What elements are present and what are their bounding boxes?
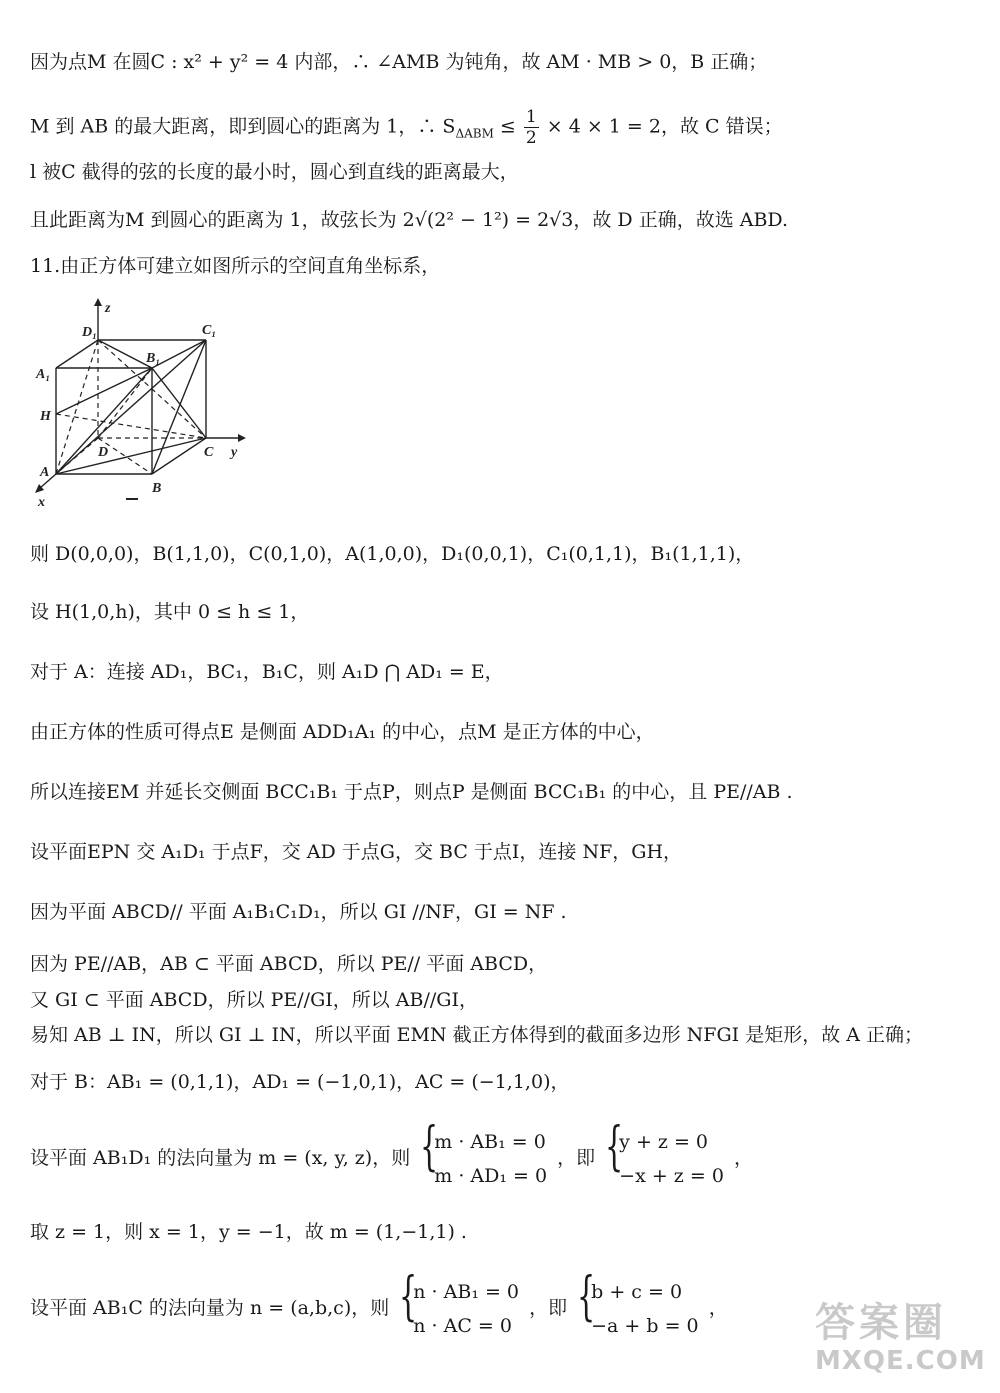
label-A1: A₁: [36, 367, 51, 382]
line17-prefix: 设平面 AB₁D₁ 的法向量为 m = (x, y, z)，则: [30, 1147, 411, 1169]
text-line-6: 则 D(0,0,0)，B(1,1,0)，C(0,1,0)，A(1,0,0)，D₁(0,0,1)，C₁(0,1,1)，B₁(1,1,1)，: [30, 543, 755, 565]
line17-mid: ，即: [557, 1147, 596, 1169]
edge-A1D1: [56, 340, 98, 368]
text-line-11: 设平面EPN 交 A₁D₁ 于点F，交 AD 于点G，交 BC 于点I，连接 NF，GH，: [30, 841, 683, 863]
text-line-15: 易知 AB ⊥ IN，所以 GI ⊥ IN，所以平面 EMN 截正方体得到的截面多边形 NFGI 是矩形，故 A 正确；: [30, 1024, 924, 1046]
line19-suffix: ，: [708, 1297, 728, 1319]
label-C: C: [204, 445, 214, 460]
label-D1: D₁: [82, 325, 97, 340]
watermark-en: MXQE.COM: [815, 1346, 986, 1376]
watermark-cn: 答案圈: [815, 1300, 947, 1346]
line17-suffix: ，: [733, 1147, 753, 1169]
label-y: y: [231, 445, 238, 460]
text-line-1: 因为点M 在圆C : x² + y² = 4 内部，∴ ∠AMB 为钝角，故 AM · MB > 0，B 正确；: [30, 51, 768, 73]
edge-BC: [152, 438, 206, 474]
diag-B1C: [152, 368, 206, 438]
line2-suffix: × 4 × 1 = 2，故 C 错误；: [540, 115, 783, 138]
system-m-row-1: m · AB₁ = 0: [434, 1131, 546, 1153]
text-line-9: 由正方体的性质可得点E 是侧面 ADD₁A₁ 的中心，点M 是正方体的中心，: [30, 721, 655, 743]
fraction-numerator: 1: [525, 107, 537, 127]
line2-leq: ≤: [493, 115, 522, 138]
label-z: z: [105, 301, 111, 316]
label-x: x: [38, 495, 45, 510]
text-line-17: [30, 1117, 753, 1193]
text-line-10: 所以连接EM 并延长交侧面 BCC₁B₁ 于点P，则点P 是侧面 BCC₁B₁ 的中心，且 PE//AB .: [30, 781, 793, 803]
text-line-13: 因为 PE//AB，AB ⊂ 平面 ABCD，所以 PE// 平面 ABCD，: [30, 953, 548, 975]
system-m-eq: [605, 1117, 724, 1193]
label-B1: B₁: [146, 351, 161, 366]
fraction-denominator: 2: [525, 128, 537, 148]
diag-AC: [56, 438, 206, 474]
brace-icon: {: [420, 1117, 439, 1177]
cube-coordinate-figure: [28, 296, 258, 510]
figure-caption-dash: [126, 498, 138, 500]
text-line-16: 对于 B：AB₁ = (0,1,1)，AD₁ = (−1,0,1)，AC = (−1,1,0)，: [30, 1071, 570, 1093]
system-m-eq-row-2: −x + z = 0: [619, 1165, 724, 1187]
line19-prefix: 设平面 AB₁C 的法向量为 n = (a,b,c)，则: [30, 1297, 390, 1319]
hidden-diag-DB1: [98, 368, 152, 438]
text-line-3: l 被C 截得的弦的长度的最小时，圆心到直线的距离最大，: [30, 161, 519, 183]
line19-mid: ，即: [529, 1297, 568, 1319]
line-HB1: [56, 368, 152, 414]
label-D: D: [98, 445, 109, 460]
text-line-4: 且此距离为M 到圆心的距离为 1，故弦长为 2√(2² − 1²) = 2√3，故 D 正确，故选 ABD.: [30, 209, 789, 231]
label-C1: C₁: [202, 323, 217, 338]
system-m-row-2: m · AD₁ = 0: [434, 1165, 548, 1187]
label-H: H: [40, 409, 51, 424]
hidden-diag-AD1: [56, 340, 98, 474]
text-line-14: 又 GI ⊂ 平面 ABCD，所以 PE//GI，所以 AB//GI，: [30, 989, 478, 1011]
line2-subscript: ΔABM: [455, 126, 494, 141]
label-B: B: [152, 481, 162, 496]
text-line-19: [30, 1267, 728, 1343]
label-A: A: [40, 465, 50, 480]
fraction-one-half: [524, 107, 539, 148]
z-axis-arrow: [94, 298, 102, 306]
text-line-12: 因为平面 ABCD// 平面 A₁B₁C₁D₁，所以 GI //NF，GI = NF .: [30, 901, 567, 923]
text-line-5: 11.由正方体可建立如图所示的空间直角坐标系，: [30, 255, 441, 277]
diag-D1B1: [98, 340, 152, 368]
text-line-8: 对于 A：连接 AD₁，BC₁，B₁C，则 A₁D ⋂ AD₁ = E，: [30, 661, 504, 683]
text-line-18: 取 z = 1，则 x = 1，y = −1，故 m = (1,−1,1) .: [30, 1221, 467, 1243]
brace-icon: {: [605, 1117, 624, 1177]
system-n-dot: [399, 1267, 520, 1343]
system-n-eq: [577, 1267, 699, 1343]
system-m-dot: [420, 1117, 548, 1193]
system-n-eq-row-1: b + c = 0: [591, 1281, 683, 1303]
system-n-row-1: n · AB₁ = 0: [413, 1281, 520, 1303]
brace-icon: {: [577, 1267, 596, 1327]
system-n-eq-row-2: −a + b = 0: [591, 1315, 699, 1337]
text-line-2: [30, 107, 783, 148]
diag-AC1: [56, 340, 206, 474]
watermark-logo: [815, 1300, 990, 1390]
brace-icon: {: [399, 1267, 418, 1327]
system-m-eq-row-1: y + z = 0: [619, 1131, 709, 1153]
hidden-line-HC: [56, 414, 206, 438]
y-axis-arrow: [238, 434, 246, 442]
system-n-row-2: n · AC = 0: [413, 1315, 512, 1337]
line2-prefix: M 到 AB 的最大距离，即到圆心的距离为 1，∴ S: [30, 115, 456, 138]
text-line-7: 设 H(1,0,h)，其中 0 ≤ h ≤ 1，: [30, 601, 310, 623]
